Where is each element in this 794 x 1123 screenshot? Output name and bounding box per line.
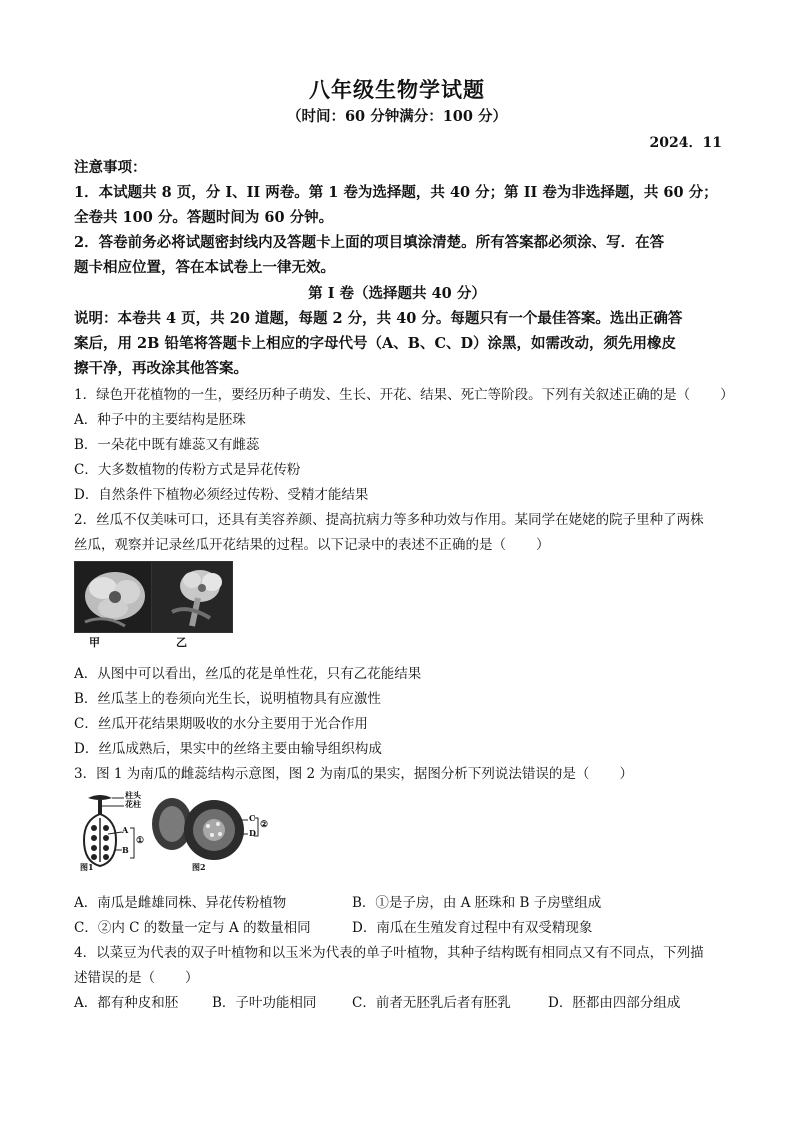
paren-close: ） [619, 766, 633, 782]
question-2-option-c: C．丝瓜开花结果期吸收的水分主要用于光合作用 [74, 716, 368, 732]
notice-line: 题卡相应位置，答在本试卷上一律无效。 [74, 259, 335, 276]
question-3-stem [74, 762, 724, 782]
question-stem-text: 3．图 1 为南瓜的雌蕊结构示意图，图 2 为南瓜的果实，据图分析下列说法错误的是（ [74, 766, 590, 782]
question-1-option-a: A．种子中的主要结构是胚珠 [74, 412, 246, 428]
question-4-stem: 4．以菜豆为代表的双子叶植物和以玉米为代表的单子叶植物，其种子结构既有相同点又有不同点，下列描 [74, 945, 704, 961]
exam-date: 2024．11 [649, 135, 722, 151]
question-2-stem-cont [74, 533, 724, 553]
question-2-option-b: B．丝瓜茎上的卷须向光生长，说明植物具有应激性 [74, 691, 381, 707]
section-instruction: 擦干净，再改涂其他答案。 [74, 360, 248, 377]
question-4-option-d: D．胚都由四部分组成 [548, 995, 681, 1011]
label-1: ① [136, 836, 145, 846]
section-instruction: 说明：本卷共 4 页，共 20 道题，每题 2 分，共 40 分。每题只有一个最佳答案。选出正确答 [74, 310, 683, 327]
figure-label-yi: 乙 [176, 636, 187, 649]
page-title: 八年级生物学试题 [309, 77, 485, 102]
question-2-option-a: A．从图中可以看出，丝瓜的花是单性花，只有乙花能结果 [74, 666, 422, 682]
question-1-option-d: D．自然条件下植物必须经过传粉、受精才能结果 [74, 487, 369, 503]
figure-label-jia: 甲 [89, 636, 100, 649]
label-b: B [122, 845, 129, 855]
flower-photo-jia [74, 561, 152, 633]
section-instruction: 案后，用 2B 铅笔将答题卡上相应的字母代号（A、B、C、D）涂黑，如需改动，须先用橡皮 [74, 335, 677, 352]
question-4-option-a: A．都有种皮和胚 [74, 995, 179, 1011]
question-3-option-c: C．②内 C 的数量一定与 A 的数量相同 [74, 920, 311, 936]
exam-time-info: （时间：60 分钟满分：100 分） [286, 108, 508, 125]
question-3-option-d: D．南瓜在生殖发育过程中有双受精现象 [352, 920, 593, 936]
question-2-stem: 2．丝瓜不仅美味可口，还具有美容养颜、提高抗病力等多种功效与作用。某同学在姥姥的院子里种了两株 [74, 512, 704, 528]
pistil-diagram [78, 792, 150, 872]
question-1-option-c: C．大多数植物的传粉方式是异花传粉 [74, 462, 301, 478]
figure-1-caption: 图1 [80, 862, 94, 872]
label-a: A [122, 825, 129, 835]
label-stigma: 柱头 [125, 790, 141, 800]
notice-line: 2．答卷前务必将试题密封线内及答题卡上面的项目填涂清楚。所有答案都必须涂、写．在答 [74, 234, 665, 251]
question-3-option-a: A．南瓜是雌雄同株、异花传粉植物 [74, 895, 287, 911]
paren-close: ） [536, 537, 550, 553]
question-stem-text: 述错误的是（ [74, 970, 155, 986]
label-style: 花柱 [125, 799, 141, 809]
question-1-stem [74, 383, 734, 403]
question-stem-text: 丝瓜，观察并记录丝瓜开花结果的过程。以下记录中的表述不正确的是（ [74, 537, 506, 553]
label-c: C [249, 813, 256, 823]
question-4-option-b: B．子叶功能相同 [212, 995, 317, 1011]
question-2-option-d: D．丝瓜成熟后，果实中的丝络主要由输导组织构成 [74, 741, 382, 757]
label-2: ② [260, 820, 269, 830]
notice-line: 1．本试题共 8 页，分 I、II 两卷。第 1 卷为选择题，共 40 分；第 II 卷为非选择题，共 60 分； [74, 184, 718, 201]
section-title: 第 I 卷（选择题共 40 分） [308, 285, 486, 302]
flower-photo-yi [151, 561, 233, 633]
question-3-option-b: B．①是子房，由 A 胚珠和 B 子房壁组成 [352, 895, 602, 911]
label-d: D [249, 828, 256, 838]
question-stem-text: 1．绿色开花植物的一生，要经历种子萌发、生长、开花、结果、死亡等阶段。下列有关叙述正确的是（ [74, 387, 691, 403]
figure-2-caption: 图2 [192, 862, 206, 872]
pumpkin-fruit-figure [150, 790, 272, 872]
question-4-option-c: C．前者无胚乳后者有胚乳 [352, 995, 511, 1011]
question-1-option-b: B．一朵花中既有雄蕊又有雌蕊 [74, 437, 260, 453]
notice-heading: 注意事项： [74, 159, 147, 176]
paren-close: ） [720, 387, 734, 403]
question-4-stem-cont [74, 966, 724, 986]
paren-close: ） [185, 970, 199, 986]
notice-line: 全卷共 100 分。答题时间为 60 分钟。 [74, 209, 334, 226]
